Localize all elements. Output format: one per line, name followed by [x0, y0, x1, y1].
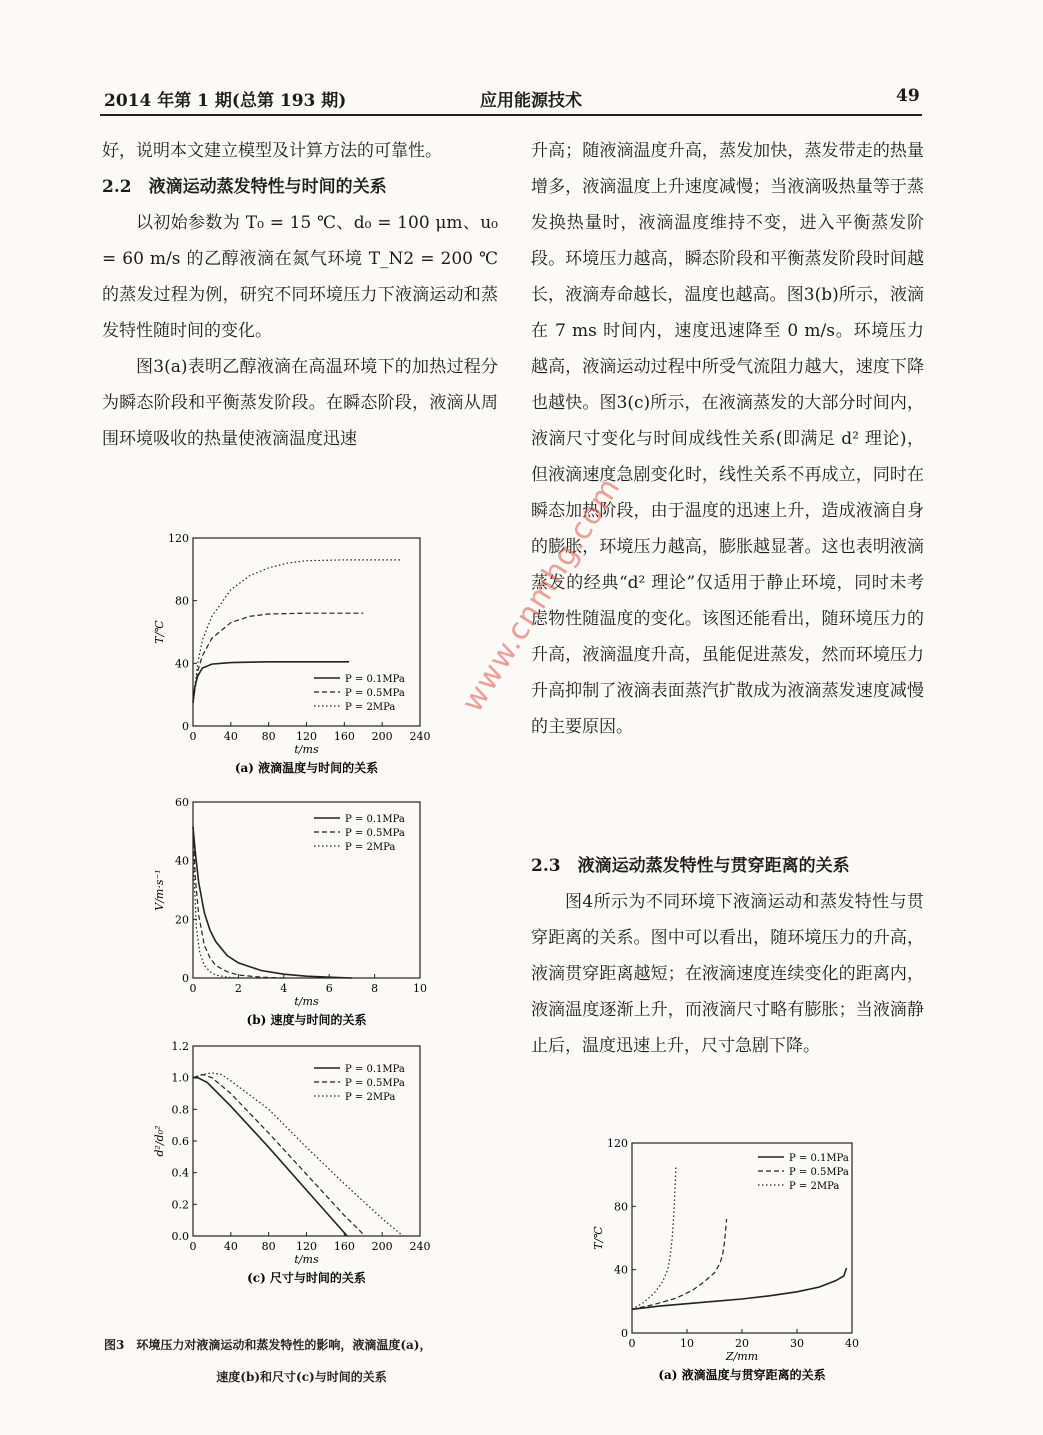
- y-tick-label: 0.8: [171, 1103, 189, 1117]
- figure3-caption-line2: 速度(b)和尺寸(c)与时间的关系: [216, 1370, 387, 1384]
- x-tick-label: 2: [234, 982, 242, 995]
- x-tick-label: 160: [333, 730, 355, 743]
- y-tick-label: 1.2: [171, 1040, 189, 1053]
- page-number: 49: [896, 86, 920, 106]
- legend-label: P = 2MPa: [345, 842, 396, 853]
- x-axis-label: t/ms: [294, 1253, 319, 1266]
- x-axis-label: t/ms: [294, 995, 319, 1008]
- series-line: [193, 1078, 347, 1236]
- watermark: www.cnmhg.com: [455, 471, 628, 719]
- paragraph: 好，说明本文建立模型及计算方法的可靠性。: [102, 141, 442, 161]
- legend-label: P = 0.5MPa: [345, 828, 405, 839]
- x-tick-label: 160: [333, 1240, 355, 1253]
- figure3a-chart: [130, 528, 450, 788]
- right-column: [531, 133, 924, 745]
- chart-title: (b) 速度与时间的关系: [246, 1013, 367, 1027]
- section-heading-2-3: 2.3 液滴运动蒸发特性与贯穿距离的关系: [531, 856, 850, 876]
- left-column: [102, 133, 498, 457]
- figure3b-chart: [130, 796, 450, 1036]
- paragraph: 图3(a)表明乙醇液滴在高温环境下的加热过程分为瞬态阶段和平衡蒸发阶段。在瞬态阶段，液滴从周围环境吸收的热量使液滴温度迅速: [102, 357, 498, 449]
- journal-name: 应用能源技术: [480, 91, 582, 111]
- x-tick-label: 240: [409, 1240, 431, 1253]
- y-tick-label: 120: [168, 532, 189, 545]
- x-tick-label: 0: [628, 1337, 636, 1350]
- x-tick-label: 120: [296, 730, 317, 743]
- legend-label: P = 0.1MPa: [345, 1064, 405, 1075]
- legend-label: P = 2MPa: [345, 702, 396, 713]
- paragraph: 以初始参数为 T₀ = 15 ℃、d₀ = 100 μm、u₀ = 60 m/s 的乙醇液滴在氮气环境 T_N2 = 200 ℃ 的蒸发过程为例，研究不同环境压力下液滴运动和蒸发特性随时间的变化。: [102, 213, 498, 341]
- journal-issue: 2014 年第 1 期(总第 193 期): [104, 91, 347, 111]
- series-line: [193, 827, 352, 978]
- y-tick-label: 0.0: [171, 1230, 189, 1243]
- x-tick-label: 10: [680, 1337, 694, 1350]
- x-tick-label: 200: [371, 1240, 393, 1253]
- paragraph: 升高；随液滴温度升高，蒸发加快，蒸发带走的热量增多，液滴温度上升速度减慢；当液滴吸热量等于蒸发换热量时，液滴温度维持不变，进入平衡蒸发阶段。环境压力越高，瞬态阶段和平衡蒸发阶段时间越长，液滴寿命越长，温度也越高。图3(b)所示，液滴在 7 ms 时间内，速度迅速降至 0 m/s。环境压力越高，液滴运动过程中所受气流阻力越大，速度下降也越快。图3(c)所示，在液滴蒸发的大部分时间内，液滴尺寸变化与时间成线性关系(即满足 d² 理论)，但液滴速度急剧变化时，线性关系不再成立，同时在瞬态加热阶段，由于温度的迅速上升，造成液滴自身的膨胀，环境压力越高，膨胀越显著。这也表明液滴蒸发的经典“d² 理论”仅适用于静止环境，同时未考虑物性随温度的变化。该图还能看出，随环境压力的升高，液滴温度升高，虽能促进蒸发，然而环境压力升高抑制了液滴表面蒸汽扩散成为液滴蒸发速度减慢的主要原因。: [531, 141, 924, 737]
- x-tick-label: 0: [189, 1240, 197, 1253]
- x-tick-label: 0: [189, 982, 197, 995]
- x-tick-label: 0: [189, 730, 197, 743]
- y-tick-label: 80: [614, 1200, 628, 1214]
- x-tick-label: 8: [371, 982, 379, 995]
- chart-title: (c) 尺寸与时间的关系: [247, 1271, 366, 1285]
- y-tick-label: 120: [607, 1137, 628, 1150]
- y-tick-label: 1.0: [171, 1071, 189, 1085]
- legend-label: P = 0.1MPa: [789, 1153, 849, 1164]
- y-tick-label: 0: [621, 1327, 628, 1340]
- x-tick-label: 240: [409, 730, 431, 743]
- legend-label: P = 0.5MPa: [345, 1078, 405, 1089]
- y-axis-label: T/℃: [153, 620, 166, 644]
- legend-label: P = 2MPa: [345, 1092, 396, 1103]
- legend-label: P = 0.1MPa: [345, 674, 405, 685]
- figure4a-chart: [578, 1135, 878, 1405]
- y-tick-label: 80: [175, 594, 189, 608]
- x-tick-label: 200: [371, 730, 393, 743]
- y-tick-label: 0.2: [171, 1198, 189, 1212]
- series-line: [193, 613, 363, 702]
- legend-label: P = 0.5MPa: [345, 688, 405, 699]
- x-tick-label: 40: [845, 1337, 859, 1350]
- series-line: [193, 662, 349, 703]
- series-line: [193, 1075, 365, 1237]
- y-axis-label: T/℃: [592, 1226, 605, 1250]
- y-tick-label: 0.4: [171, 1166, 189, 1180]
- series-line: [632, 1165, 676, 1309]
- y-tick-label: 40: [175, 854, 189, 868]
- figure3c-chart: [130, 1038, 450, 1294]
- header-rule: [100, 114, 922, 116]
- y-tick-label: 0: [182, 720, 189, 733]
- paragraph: 图4所示为不同环境下液滴运动和蒸发特性与贯穿距离的关系。图中可以看出，随环境压力的升高，液滴贯穿距离越短；在液滴速度连续变化的距离内，液滴温度逐渐上升，而液滴尺寸略有膨胀；当液滴静止后，温度迅速上升，尺寸急剧下降。: [531, 892, 924, 1056]
- y-axis-label: d²/d₀²: [153, 1125, 166, 1157]
- chart-title: (a) 液滴温度与时间的关系: [234, 761, 379, 775]
- right-column-lower: [531, 848, 924, 1064]
- series-line: [193, 827, 284, 978]
- y-tick-label: 0.6: [171, 1135, 189, 1148]
- chart-title: (a) 液滴温度与贯穿距离的关系: [658, 1368, 826, 1382]
- x-tick-label: 6: [325, 982, 333, 995]
- legend-label: P = 0.1MPa: [345, 814, 405, 825]
- x-tick-label: 120: [296, 1240, 317, 1253]
- legend-label: P = 2MPa: [789, 1181, 840, 1192]
- series-line: [632, 1268, 847, 1309]
- x-tick-label: 80: [261, 730, 276, 743]
- x-axis-label: t/ms: [294, 743, 319, 756]
- legend-label: P = 0.5MPa: [789, 1167, 849, 1178]
- y-tick-label: 60: [175, 796, 189, 809]
- figure3-caption-line1: 图3 环境压力对液滴运动和蒸发特性的影响，液滴温度(a)，: [104, 1338, 432, 1352]
- y-tick-label: 0: [182, 972, 189, 985]
- x-axis-label: Z/mm: [725, 1350, 759, 1363]
- y-tick-label: 20: [175, 913, 189, 927]
- section-heading-2-2: 2.2 液滴运动蒸发特性与时间的关系: [102, 177, 387, 197]
- x-tick-label: 30: [790, 1337, 804, 1350]
- series-line: [193, 827, 238, 978]
- y-tick-label: 40: [614, 1263, 628, 1277]
- x-tick-label: 10: [413, 982, 427, 995]
- series-line: [632, 1219, 727, 1309]
- y-tick-label: 40: [175, 657, 189, 671]
- x-tick-label: 80: [261, 1240, 276, 1253]
- y-axis-label: V/m·s⁻¹: [153, 869, 166, 911]
- x-tick-label: 40: [223, 1240, 238, 1253]
- x-tick-label: 20: [735, 1337, 749, 1350]
- x-tick-label: 40: [223, 730, 238, 743]
- x-tick-label: 4: [280, 982, 288, 995]
